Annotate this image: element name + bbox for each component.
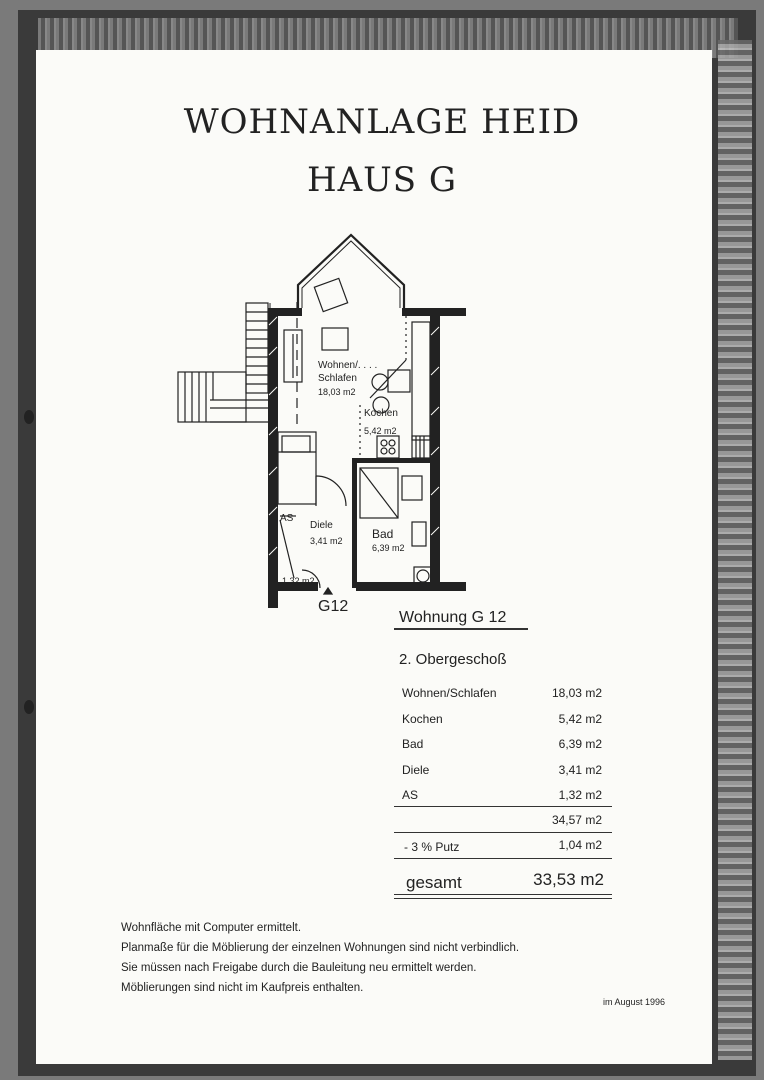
notes [121,918,519,998]
room-area-bad: 6,39 m2 [372,543,405,553]
room-label-kochen: Kochen [364,408,398,419]
total-value: 33,53 m2 [533,870,604,889]
punch-hole-icon [24,410,34,424]
area-value: 5,42 m2 [558,711,602,726]
punch-hole-icon [24,700,34,714]
date-stamp: im August 1996 [603,997,666,1007]
table-row [400,733,612,759]
room-label-schlafen: Schlafen [318,373,357,384]
room-area-wohnen: 18,03 m2 [318,387,356,397]
entrance-label: G12 [318,598,349,615]
floor-plan [170,230,480,615]
plaster-deduction-label: - 3 % Putz [404,840,460,854]
divider [394,898,612,899]
area-name: Kochen [402,711,443,726]
table-row [400,682,612,708]
document-title: WOHNANLAGE HEID [183,102,581,142]
room-label-bad: Bad [372,527,394,541]
divider [394,858,612,859]
plaster-deduction-value: 1,04 m2 [558,838,602,852]
area-value: 18,03 m2 [551,686,602,700]
total-label: gesamt [406,873,462,892]
room-area-diele: 3,41 m2 [310,536,343,546]
area-table [400,682,612,810]
divider [394,806,612,807]
area-name: Bad [402,737,424,751]
area-value: 3,41 m2 [558,762,602,777]
note-line: Planmaße für die Möblierung der einzelnen Wohnungen sind nicht verbindlich. [121,942,520,954]
area-value: 6,39 m2 [558,737,602,751]
area-name: Diele [402,762,430,777]
area-name: AS [402,788,419,802]
table-row [400,708,612,734]
room-area-as: 1,32 m2 [282,576,315,586]
divider [394,894,612,895]
area-value: 1,32 m2 [558,788,602,802]
table-row [400,759,612,785]
room-area-kochen: 5,42 m2 [364,426,397,436]
room-label-wohnen: Wohnen/. . . . [318,360,378,371]
note-line: Möblierungen sind nicht im Kaufpreis enthalten. [121,982,364,994]
room-label-diele: Diele [310,520,333,531]
apartment-title: Wohnung G 12 [399,609,507,626]
area-name: Wohnen/Schlafen [402,686,497,700]
note-line: Sie müssen nach Freigabe durch die Bauleitung neu ermittelt werden. [121,962,477,974]
document-subtitle: HAUS G [306,160,458,200]
subtotal-value: 34,57 m2 [551,813,602,827]
divider [394,628,528,630]
room-label-as: AS [280,513,294,524]
floor-label: 2. Obergeschoß [399,651,507,668]
divider [394,832,612,833]
note-line: Wohnfläche mit Computer ermittelt. [121,922,302,934]
